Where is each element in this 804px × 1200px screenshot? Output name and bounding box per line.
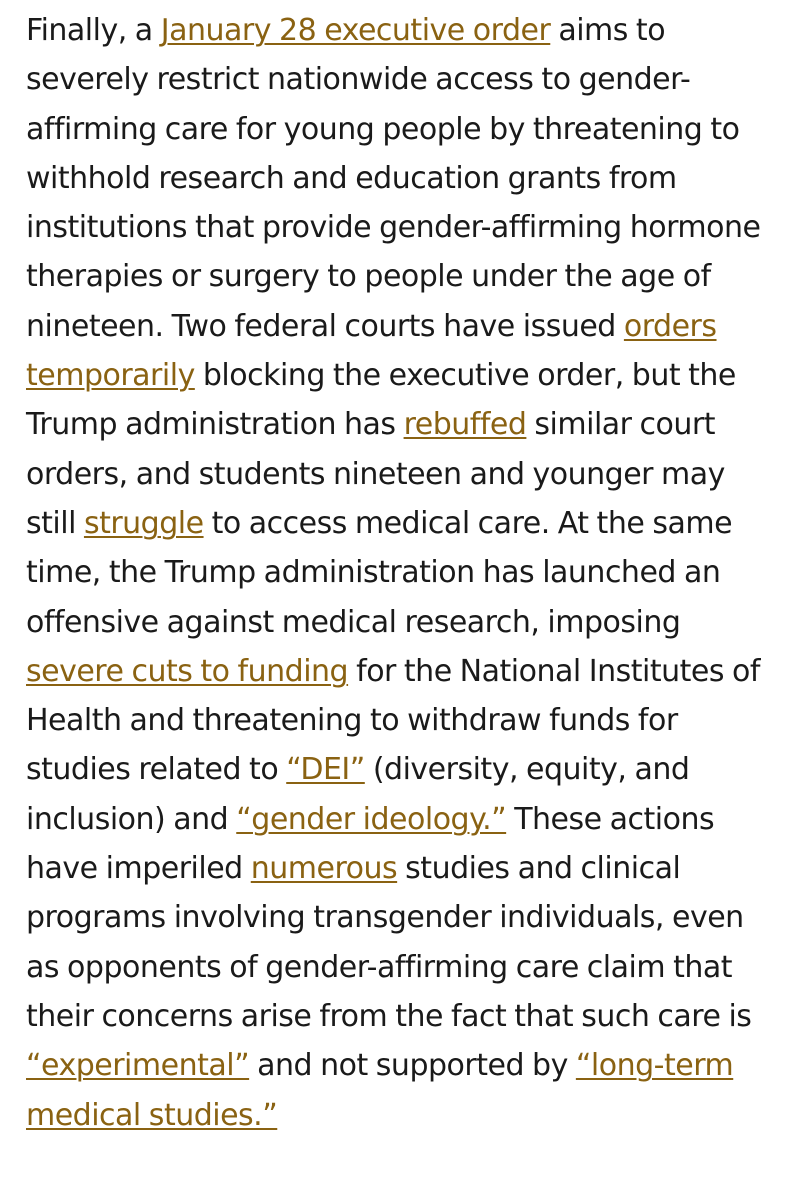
link-orders[interactable]: orders <box>623 308 717 344</box>
body-paragraph <box>26 6 778 1140</box>
link-experimental[interactable]: “experimental” <box>26 1048 250 1084</box>
link-gender-ideology[interactable]: “gender ideology.” <box>236 801 507 837</box>
text-run: (diversity, equity, and inclusion) and <box>26 752 690 837</box>
text-run: blocking the executive order, but the Trump administration has <box>26 358 736 443</box>
link-struggle[interactable]: struggle <box>83 505 204 541</box>
link-temporarily[interactable]: temporarily <box>26 358 195 394</box>
link-executive-order[interactable]: January 28 executive order <box>160 13 551 48</box>
link-rebuffed[interactable]: rebuffed <box>403 407 527 443</box>
text-run: aims to severely restrict nationwide access to gender-affirming care for young people by threatening to withhold research and education grants from institutions that provide gender-affirming hormone therapies or surgery to people under the age of nineteen. Two federal courts have issued <box>26 13 761 344</box>
text-run: Finally, a <box>26 13 161 48</box>
text-run: for the National Institutes of Health and threatening to withdraw funds for studies related to <box>26 653 760 788</box>
text-run: studies and clinical programs involving transgender individuals, even as opponents of gender-affirming care claim that their concerns arise from the fact that such care is <box>26 851 752 1034</box>
text-run: and not supported by <box>249 1048 576 1084</box>
text-run: similar court orders, and students nineteen and younger may still <box>26 407 725 541</box>
link-dei[interactable]: “DEI” <box>286 752 365 788</box>
link-numerous[interactable]: numerous <box>250 851 398 887</box>
text-run: to access medical care. At the same time, the Trump administration has launched an offensive against medical research, imposing <box>26 505 733 640</box>
link-long-term-medical-studies[interactable]: “long-term medical studies.” <box>26 1048 734 1133</box>
link-severe-cuts-to-funding[interactable]: severe cuts to funding <box>26 653 349 689</box>
text-run: These actions have imperiled <box>26 801 715 887</box>
